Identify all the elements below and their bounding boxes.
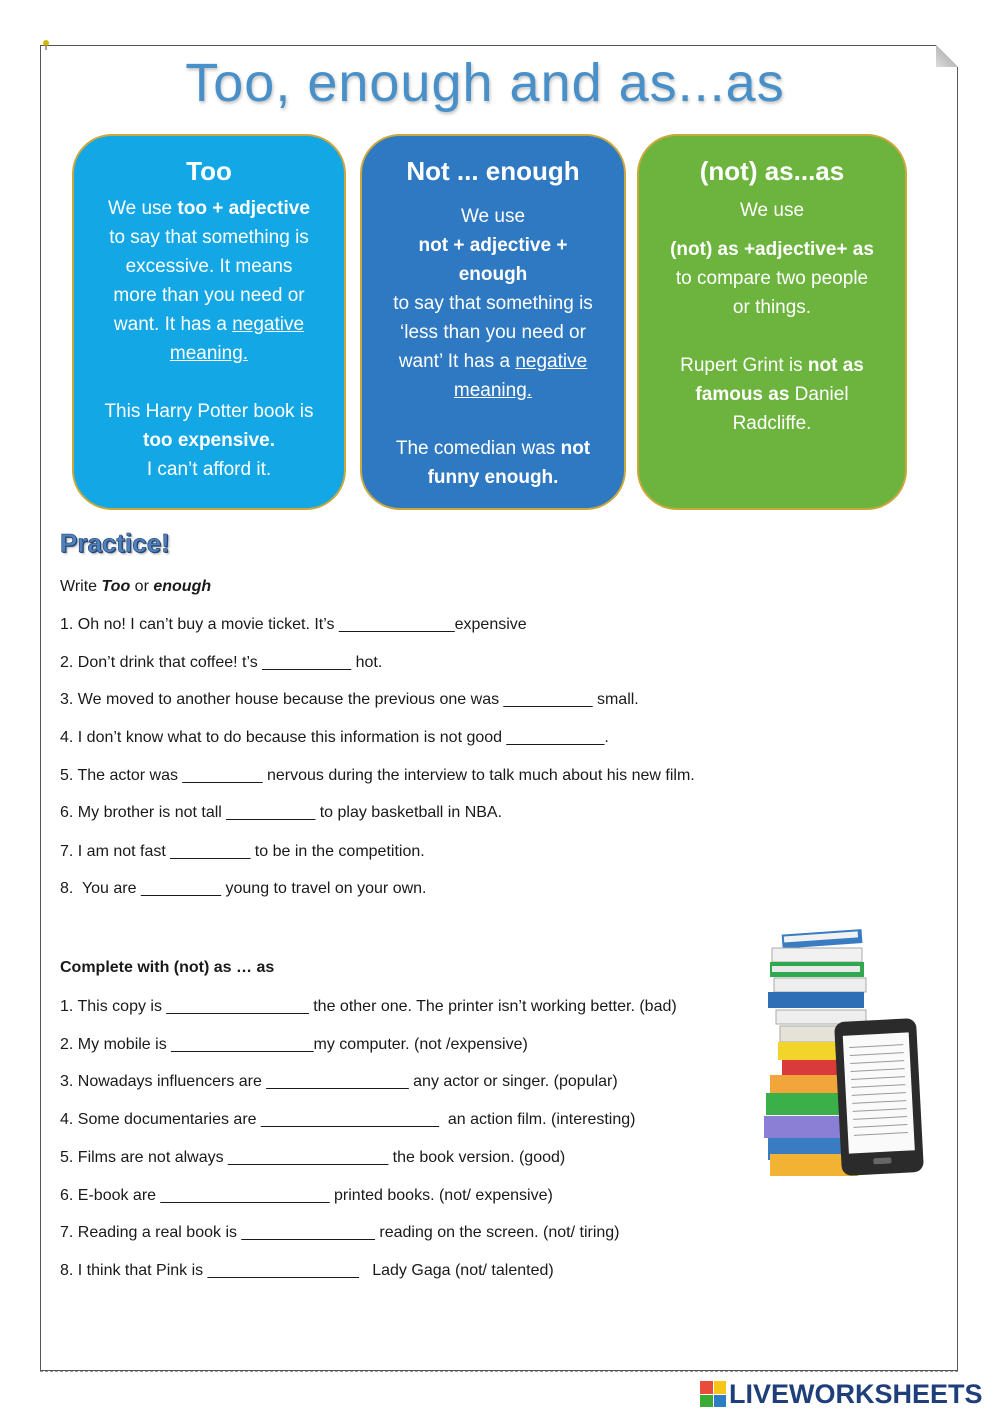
box-line: or things. (732, 297, 812, 318)
box-spacer (74, 368, 344, 397)
box-heading: Not ... enough (406, 156, 580, 186)
box-example: This Harry Potter book is (104, 401, 314, 422)
exercise-item-8[interactable]: 8. You are _________ young to travel on your own. (60, 880, 427, 897)
comparison-item-2[interactable]: 2. My mobile is ________________my computer. (not /expensive) (60, 1036, 528, 1053)
box-spacer (362, 405, 624, 434)
box-line: to compare two people (675, 268, 869, 289)
box-line: to say that something is (393, 293, 593, 314)
exercise-item-4[interactable]: 4. I don’t know what to do because this information is not good ___________. (60, 729, 609, 746)
box-line: to say that something is (109, 227, 309, 248)
tablet-icon (834, 1018, 924, 1176)
footer-divider (40, 1371, 958, 1372)
exercise-item-6[interactable]: 6. My brother is not tall __________ to play basketball in NBA. (60, 804, 503, 821)
comparison-item-8[interactable]: 8. I think that Pink is _________________ Lady Gaga (not/ talented) (60, 1262, 554, 1279)
box-heading: Too (186, 156, 232, 186)
box-line: not + adjective + (418, 235, 568, 256)
liveworksheets-logo[interactable] (700, 1377, 983, 1411)
comparison-item-4[interactable]: 4. Some documentaries are ____________________ an action film. (interesting) (60, 1111, 636, 1128)
exercise-item-3[interactable]: 3. We moved to another house because the previous one was __________ small. (60, 691, 639, 708)
box-spacer (639, 322, 905, 351)
box-example: Rupert Grint is not as (680, 355, 864, 376)
box-line: We use (739, 200, 805, 221)
box-line: more than you need or (113, 285, 305, 306)
box-line: enough (458, 264, 528, 285)
box-line: We use too + adjective (108, 198, 310, 219)
rule-box-too (72, 134, 346, 510)
exercise-item-7[interactable]: 7. I am not fast _________ to be in the competition. (60, 843, 425, 860)
box-line: want’ It has a negative (398, 351, 588, 372)
box-line: meaning. (169, 343, 249, 364)
box-example: funny enough. (427, 467, 559, 488)
logo-mark-icon (700, 1381, 726, 1407)
books-and-tablet-illustration (760, 928, 925, 1186)
box-example: I can’t afford it. (146, 459, 272, 480)
practice-instruction: Write Too or enough (60, 578, 212, 595)
comparison-item-5[interactable]: 5. Films are not always __________________ the book version. (good) (60, 1149, 566, 1166)
rule-box-as-as (637, 134, 907, 510)
exercise-item-5[interactable]: 5. The actor was _________ nervous during the interview to talk much about his new film. (60, 767, 695, 784)
box-example: The comedian was not (395, 438, 591, 459)
section2-heading: Complete with (not) as … as (60, 959, 275, 976)
box-example: too expensive. (143, 430, 275, 451)
pin-icon (42, 40, 50, 50)
exercise-item-2[interactable]: 2. Don’t drink that coffee! t’s __________ hot. (60, 654, 383, 671)
exercise-item-1[interactable]: 1. Oh no! I can’t buy a movie ticket. It’s _____________expensive (60, 616, 527, 633)
box-line: meaning. (453, 380, 533, 401)
rule-box-not-enough (360, 134, 626, 510)
comparison-item-6[interactable]: 6. E-book are ___________________ printed books. (not/ expensive) (60, 1187, 553, 1204)
box-example: Radcliffe. (732, 413, 812, 434)
box-line: We use (460, 206, 526, 227)
logo-text: LIVEWORKSHEETS (729, 1378, 983, 1409)
box-example: famous as Daniel (695, 384, 849, 405)
comparison-item-1[interactable]: 1. This copy is ________________ the other one. The printer isn’t working better. (bad) (60, 998, 677, 1015)
comparison-item-3[interactable]: 3. Nowadays influencers are ________________ any actor or singer. (popular) (60, 1073, 618, 1090)
box-heading: (not) as...as (699, 156, 845, 186)
box-line: excessive. It means (125, 256, 293, 277)
practice-heading: Practice! (60, 528, 170, 558)
box-line: ‘less than you need or (400, 322, 586, 343)
box-line: want. It has a negative (113, 314, 305, 335)
box-line: (not) as +adjective+ as (670, 239, 874, 260)
comparison-item-7[interactable]: 7. Reading a real book is _______________ reading on the screen. (not/ tiring) (60, 1224, 620, 1241)
page-title: Too, enough and as...as (185, 53, 785, 113)
